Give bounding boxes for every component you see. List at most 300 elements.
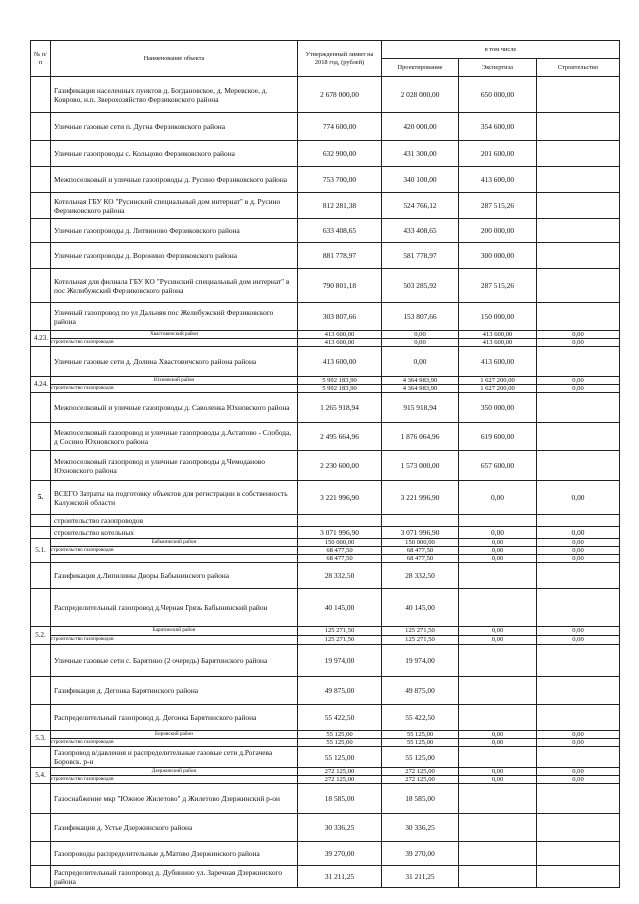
limit-value: 413 600,00 [324, 331, 355, 338]
object-name: Межпоселковый и уличные газопроводы д. Русино Ферзиковского района [51, 167, 298, 193]
design-cell: 18 585,00 [382, 784, 459, 814]
district-row [31, 768, 620, 784]
construction-cell: 0,00 [537, 527, 620, 539]
construction-cell [537, 393, 620, 423]
design-cell: 433 408,65 [382, 219, 459, 243]
expertise-cell [459, 515, 537, 527]
limit-value: 55 125,00 [298, 738, 382, 746]
limit-cell: 39 270,00 [298, 842, 382, 866]
construction-value: 0,00 [572, 539, 584, 546]
expertise-value: 0,00 [459, 775, 537, 783]
limit-cell: 881 778,97 [298, 243, 382, 269]
expertise-value: 1 627 200,00 [480, 377, 515, 384]
design-cell: 340 100,00 [382, 167, 459, 193]
expertise-value: 0,00 [459, 738, 537, 746]
object-name: Газификация д. Устье Дзержинского района [51, 814, 298, 842]
table-row [31, 193, 620, 219]
limit-cell: 790 801,18 [298, 269, 382, 303]
object-name: Котельная для филиала ГБУ КО "Русинский специальный дом интернат" в пос Желибужский Ферзиковского района [51, 269, 298, 303]
design-value: 0,00 [414, 331, 426, 338]
design-value: 68 477,50 [382, 546, 459, 554]
district-title: Дзержинский район [151, 768, 197, 774]
district-row [31, 539, 620, 563]
district-name [51, 377, 298, 393]
limit-cell [298, 731, 382, 747]
expertise-cell [459, 784, 537, 814]
construction-cell [537, 768, 620, 784]
design-cell [382, 539, 459, 563]
district-row [31, 331, 620, 347]
row-number [31, 814, 51, 842]
object-name: Газопровод в/давления и распределительные газовые сети д.Рогачева Боровск. р-н [51, 747, 298, 768]
limit-value: 272 125,00 [298, 775, 382, 783]
object-name: Газопроводы распределительные д.Матово Дзержинского района [51, 842, 298, 866]
expertise-value: 413 600,00 [482, 331, 513, 338]
limit-cell: 633 408,65 [298, 219, 382, 243]
expertise-cell [459, 539, 537, 563]
design-cell: 40 145,00 [382, 589, 459, 627]
header-design: Проектирование [382, 59, 459, 77]
row-number [31, 589, 51, 627]
row-number: 5.4. [31, 768, 51, 784]
limit-cell: 2 678 000,00 [298, 77, 382, 113]
expertise-cell: 0,00 [459, 527, 537, 539]
limit-cell: 28 332,50 [298, 563, 382, 589]
limit-value: 5 992 183,90 [298, 384, 382, 392]
design-value: 55 125,00 [382, 738, 459, 746]
limit-cell: 18 585,00 [298, 784, 382, 814]
table-row [31, 141, 620, 167]
district-subline: строительство газопроводов [51, 738, 298, 746]
table-row [31, 645, 620, 677]
limit-cell: 55 125,00 [298, 747, 382, 768]
table-row [31, 814, 620, 842]
expertise-cell [459, 645, 537, 677]
object-name: Газификация д.Липилины Дворы Бабынинского района [51, 563, 298, 589]
row-number [31, 423, 51, 451]
district-subline: строительство газопроводов [51, 338, 298, 346]
limit-cell: 303 807,66 [298, 303, 382, 331]
limit-cell [298, 377, 382, 393]
design-cell: 581 778,97 [382, 243, 459, 269]
object-name: Межпоселковый газопровод и уличные газопроводы д.Астапово - Слобода, д Сосино Юхновского района [51, 423, 298, 451]
district-row [31, 377, 620, 393]
expertise-cell [459, 331, 537, 347]
row-number [31, 563, 51, 589]
object-name: Межпоселковый и уличные газопроводы д. Саволенка Юхновского района [51, 393, 298, 423]
expertise-cell [459, 747, 537, 768]
row-number [31, 645, 51, 677]
limit-cell [298, 539, 382, 563]
object-name: Уличные газопроводы д. Воронино Ферзиковского района [51, 243, 298, 269]
construction-cell [537, 303, 620, 331]
row-number [31, 842, 51, 866]
expertise-cell [459, 563, 537, 589]
object-name: Уличные газовые сети д. Долина Хвастовичского района района [51, 347, 298, 377]
expertise-value: 0,00 [459, 635, 537, 644]
table-row [31, 563, 620, 589]
design-cell: 55 422,50 [382, 705, 459, 731]
construction-cell [537, 451, 620, 481]
construction-cell [537, 331, 620, 347]
construction-cell [537, 219, 620, 243]
district-name [51, 539, 298, 563]
district-subline: строительство газопроводов [51, 635, 298, 644]
header-expertise: Экспертиза [459, 59, 537, 77]
construction-value: 0,00 [537, 635, 620, 644]
construction-value: 0,00 [572, 627, 584, 634]
construction-cell [537, 677, 620, 705]
design-cell: 1 876 064,96 [382, 423, 459, 451]
header-including: в том числе [382, 41, 620, 59]
expertise-cell [459, 627, 537, 645]
row-number [31, 269, 51, 303]
design-cell: 31 211,25 [382, 866, 459, 888]
construction-cell [537, 167, 620, 193]
object-name: Уличные газопроводы с. Кольцово Ферзиковского района [51, 141, 298, 167]
header-limit: Утвержденный лимит на 2018 год, (рублей) [298, 41, 382, 77]
design-cell [382, 731, 459, 747]
design-cell: 3 071 996,90 [382, 527, 459, 539]
construction-cell [537, 627, 620, 645]
district-title: Хвастовичский район [149, 331, 199, 337]
row-number: 5.2. [31, 627, 51, 645]
row-number [31, 347, 51, 377]
limit-cell [298, 627, 382, 645]
design-cell: 30 336,25 [382, 814, 459, 842]
construction-cell [537, 515, 620, 527]
district-subline: строительство газопроводов [51, 775, 298, 783]
object-name: Газоснабжение мкр "Южное Жилетово" д Жилетово Дзержинский р-он [51, 784, 298, 814]
object-name: строительство котельных [51, 527, 298, 539]
construction-cell [537, 705, 620, 731]
row-number [31, 527, 51, 539]
construction-cell [537, 866, 620, 888]
row-number [31, 141, 51, 167]
table-row [31, 784, 620, 814]
table-body [31, 77, 620, 888]
expertise-cell: 657 600,00 [459, 451, 537, 481]
limit-value: 272 125,00 [324, 768, 355, 775]
expertise-cell: 300 000,00 [459, 243, 537, 269]
row-number [31, 219, 51, 243]
limit-cell: 3 071 996,90 [298, 527, 382, 539]
object-name: Распределительный газопровод д. Дегонка Барятинского района [51, 705, 298, 731]
expertise-value: 0,00 [459, 546, 537, 554]
limit-cell: 1 265 918,94 [298, 393, 382, 423]
construction-cell [537, 539, 620, 563]
construction-cell [537, 731, 620, 747]
district-row [31, 627, 620, 645]
row-number [31, 866, 51, 888]
expertise-cell [459, 377, 537, 393]
district-title: Боровский район [155, 731, 193, 737]
object-name: ВСЕГО Затраты на подготовку объектов для регистрации в собственность Калужской области [51, 481, 298, 515]
object-name: Котельная ГБУ КО "Русинский специальный дом интернат" в д. Русино Ферзиковского района [51, 193, 298, 219]
row-number [31, 167, 51, 193]
design-cell: 3 221 996,90 [382, 481, 459, 515]
construction-cell [537, 423, 620, 451]
table-row [31, 527, 620, 539]
construction-cell [537, 563, 620, 589]
row-number: 5.3. [31, 731, 51, 747]
design-cell: 2 028 000,00 [382, 77, 459, 113]
budget-table [30, 40, 620, 888]
construction-cell [537, 347, 620, 377]
design-value: 55 125,00 [406, 731, 434, 738]
limit-cell: 55 422,50 [298, 705, 382, 731]
design-cell: 153 807,66 [382, 303, 459, 331]
district-title: Барятинский район [152, 627, 196, 633]
row-number [31, 747, 51, 768]
row-number [31, 677, 51, 705]
construction-value: 0,00 [537, 554, 620, 562]
row-number [31, 77, 51, 113]
construction-value: 0,00 [572, 731, 584, 738]
construction-cell [537, 747, 620, 768]
table-row [31, 515, 620, 527]
construction-value: 0,00 [572, 331, 584, 338]
expertise-cell: 650 000,00 [459, 77, 537, 113]
construction-cell [537, 193, 620, 219]
limit-cell: 753 700,00 [298, 167, 382, 193]
design-cell: 503 285,92 [382, 269, 459, 303]
design-cell: 39 270,00 [382, 842, 459, 866]
expertise-cell [459, 731, 537, 747]
limit-cell: 812 281,38 [298, 193, 382, 219]
construction-cell [537, 377, 620, 393]
limit-cell: 30 336,25 [298, 814, 382, 842]
limit-value: 55 125,00 [326, 731, 353, 738]
design-cell [382, 627, 459, 645]
district-title: Юхновский район [153, 377, 195, 383]
expertise-cell: 0,00 [459, 481, 537, 515]
design-cell: 420 000,00 [382, 113, 459, 141]
construction-cell [537, 113, 620, 141]
district-name [51, 768, 298, 784]
table-row [31, 481, 620, 515]
limit-cell [298, 768, 382, 784]
limit-value: 150 000,00 [324, 539, 355, 546]
construction-value: 0,00 [537, 738, 620, 746]
table-row [31, 866, 620, 888]
limit-cell: 19 974,00 [298, 645, 382, 677]
construction-cell [537, 269, 620, 303]
expertise-cell: 413 600,00 [459, 167, 537, 193]
design-cell: 431 300,00 [382, 141, 459, 167]
object-name: Распределительный газопровод д.Черная Грязь Бабынинский район [51, 589, 298, 627]
row-number [31, 784, 51, 814]
object-name: Уличные газовые сети с. Барятино (2 очередь) Барятинского района [51, 645, 298, 677]
expertise-value: 0,00 [491, 539, 504, 546]
district-name [51, 627, 298, 645]
expertise-value: 0,00 [491, 627, 504, 634]
design-cell: 19 974,00 [382, 645, 459, 677]
row-number [31, 515, 51, 527]
table-row [31, 677, 620, 705]
district-name [51, 731, 298, 747]
design-value: 68 477,50 [382, 554, 459, 562]
header-construction: Строительство [537, 59, 620, 77]
design-cell [382, 768, 459, 784]
expertise-value: 413 600,00 [459, 338, 537, 346]
row-number: 5.1. [31, 539, 51, 563]
expertise-cell: 287 515,26 [459, 269, 537, 303]
table-row [31, 451, 620, 481]
district-subline: строительство газопроводов [51, 546, 298, 554]
row-number: 4.23. [31, 331, 51, 347]
table-header [31, 41, 620, 77]
expertise-cell: 413 600,00 [459, 347, 537, 377]
expertise-cell: 150 000,00 [459, 303, 537, 331]
row-number [31, 303, 51, 331]
table-row [31, 589, 620, 627]
construction-cell [537, 645, 620, 677]
expertise-value: 0,00 [459, 554, 537, 562]
limit-cell: 49 875,00 [298, 677, 382, 705]
limit-cell: 2 495 664,96 [298, 423, 382, 451]
construction-value: 0,00 [572, 768, 584, 775]
district-subline: строительство газопроводов [51, 384, 298, 392]
table-row [31, 842, 620, 866]
limit-value: 125 271,50 [298, 635, 382, 644]
expertise-cell: 619 600,00 [459, 423, 537, 451]
table-row [31, 303, 620, 331]
limit-cell: 413 600,00 [298, 347, 382, 377]
expertise-cell: 354 600,00 [459, 113, 537, 141]
limit-value: 68 477,50 [298, 546, 382, 554]
expertise-cell [459, 677, 537, 705]
table-row [31, 269, 620, 303]
design-cell [382, 515, 459, 527]
expertise-cell [459, 866, 537, 888]
header-number: № п/п [31, 41, 51, 77]
expertise-cell [459, 842, 537, 866]
design-value: 272 125,00 [405, 768, 435, 775]
limit-cell: 40 145,00 [298, 589, 382, 627]
design-cell: 49 875,00 [382, 677, 459, 705]
construction-cell: 0,00 [537, 481, 620, 515]
construction-cell [537, 784, 620, 814]
expertise-cell [459, 814, 537, 842]
limit-value: 5 992 183,90 [322, 377, 357, 384]
object-name: Межпоселковый газопровод и уличные газопроводы д.Чемоданово Юхновского района [51, 451, 298, 481]
limit-cell: 632 900,00 [298, 141, 382, 167]
expertise-cell: 201 600,00 [459, 141, 537, 167]
design-value: 4 364 983,90 [382, 384, 459, 392]
design-value: 0,00 [382, 338, 459, 346]
expertise-value: 0,00 [491, 731, 504, 738]
row-number [31, 705, 51, 731]
design-value: 125 271,50 [382, 635, 459, 644]
construction-value: 0,00 [537, 546, 620, 554]
table-row [31, 393, 620, 423]
expertise-cell: 350 000,00 [459, 393, 537, 423]
table-row [31, 347, 620, 377]
construction-cell [537, 842, 620, 866]
row-number: 5. [31, 481, 51, 515]
expertise-cell: 200 000,00 [459, 219, 537, 243]
design-cell: 1 573 000,00 [382, 451, 459, 481]
object-name: строительство газопроводов [51, 515, 298, 527]
row-number [31, 113, 51, 141]
expertise-cell [459, 589, 537, 627]
construction-value: 0,00 [537, 775, 620, 783]
document-sheet [30, 40, 619, 888]
expertise-cell [459, 768, 537, 784]
row-number [31, 193, 51, 219]
design-cell: 55 125,00 [382, 747, 459, 768]
table-row [31, 243, 620, 269]
district-name [51, 331, 298, 347]
construction-value: 0,00 [537, 384, 620, 392]
construction-cell [537, 77, 620, 113]
table-row [31, 167, 620, 193]
design-cell [382, 377, 459, 393]
expertise-cell [459, 705, 537, 731]
table-row [31, 747, 620, 768]
row-number [31, 393, 51, 423]
table-row [31, 113, 620, 141]
row-number [31, 243, 51, 269]
construction-cell [537, 814, 620, 842]
limit-cell: 3 221 996,90 [298, 481, 382, 515]
table-row [31, 77, 620, 113]
object-name: Уличные газовые сети п. Дугна Ферзиковского района [51, 113, 298, 141]
limit-cell: 31 211,25 [298, 866, 382, 888]
table-row [31, 423, 620, 451]
design-value: 4 364 983,90 [402, 377, 438, 384]
limit-cell: 2 230 600,00 [298, 451, 382, 481]
district-title: Бабынинский район [151, 539, 197, 545]
design-cell: 28 332,50 [382, 563, 459, 589]
object-name: Уличные газопроводы д. Литвиново Ферзиковского района [51, 219, 298, 243]
limit-value: 125 271,50 [324, 627, 355, 634]
header-object-name: Наименование объекта [51, 41, 298, 77]
table-row [31, 219, 620, 243]
object-name: Газификация населенных пунктов д. Богдановское, д. Меревское, д. Коврово, н.п. Зверохозяйство Ферзиковского района [51, 77, 298, 113]
object-name: Распределительный газопровод д. Дубинино ул. Заречная Дзержинского района [51, 866, 298, 888]
object-name: Уличный газопровод по ул Дальняя пос Желибужский Ферзиковского района [51, 303, 298, 331]
row-number: 4.24. [31, 377, 51, 393]
object-name: Газификация д. Дегонка Барятинского района [51, 677, 298, 705]
expertise-value: 1 627 200,00 [459, 384, 537, 392]
limit-cell [298, 515, 382, 527]
limit-cell [298, 331, 382, 347]
construction-value: 0,00 [572, 377, 584, 384]
expertise-cell: 287 515,26 [459, 193, 537, 219]
limit-value: 68 477,50 [298, 554, 382, 562]
design-value: 125 271,50 [405, 627, 435, 634]
limit-cell: 774 600,00 [298, 113, 382, 141]
limit-value: 413 600,00 [298, 338, 382, 346]
district-row [31, 731, 620, 747]
design-cell [382, 331, 459, 347]
construction-value: 0,00 [537, 338, 620, 346]
expertise-value: 0,00 [491, 768, 504, 775]
design-cell: 915 918,94 [382, 393, 459, 423]
design-cell: 0,00 [382, 347, 459, 377]
construction-cell [537, 243, 620, 269]
construction-cell [537, 589, 620, 627]
table-row [31, 705, 620, 731]
construction-cell [537, 141, 620, 167]
design-value: 150 000,00 [405, 539, 435, 546]
design-value: 272 125,00 [382, 775, 459, 783]
design-cell: 524 766,12 [382, 193, 459, 219]
row-number [31, 451, 51, 481]
district-subline [51, 554, 298, 562]
